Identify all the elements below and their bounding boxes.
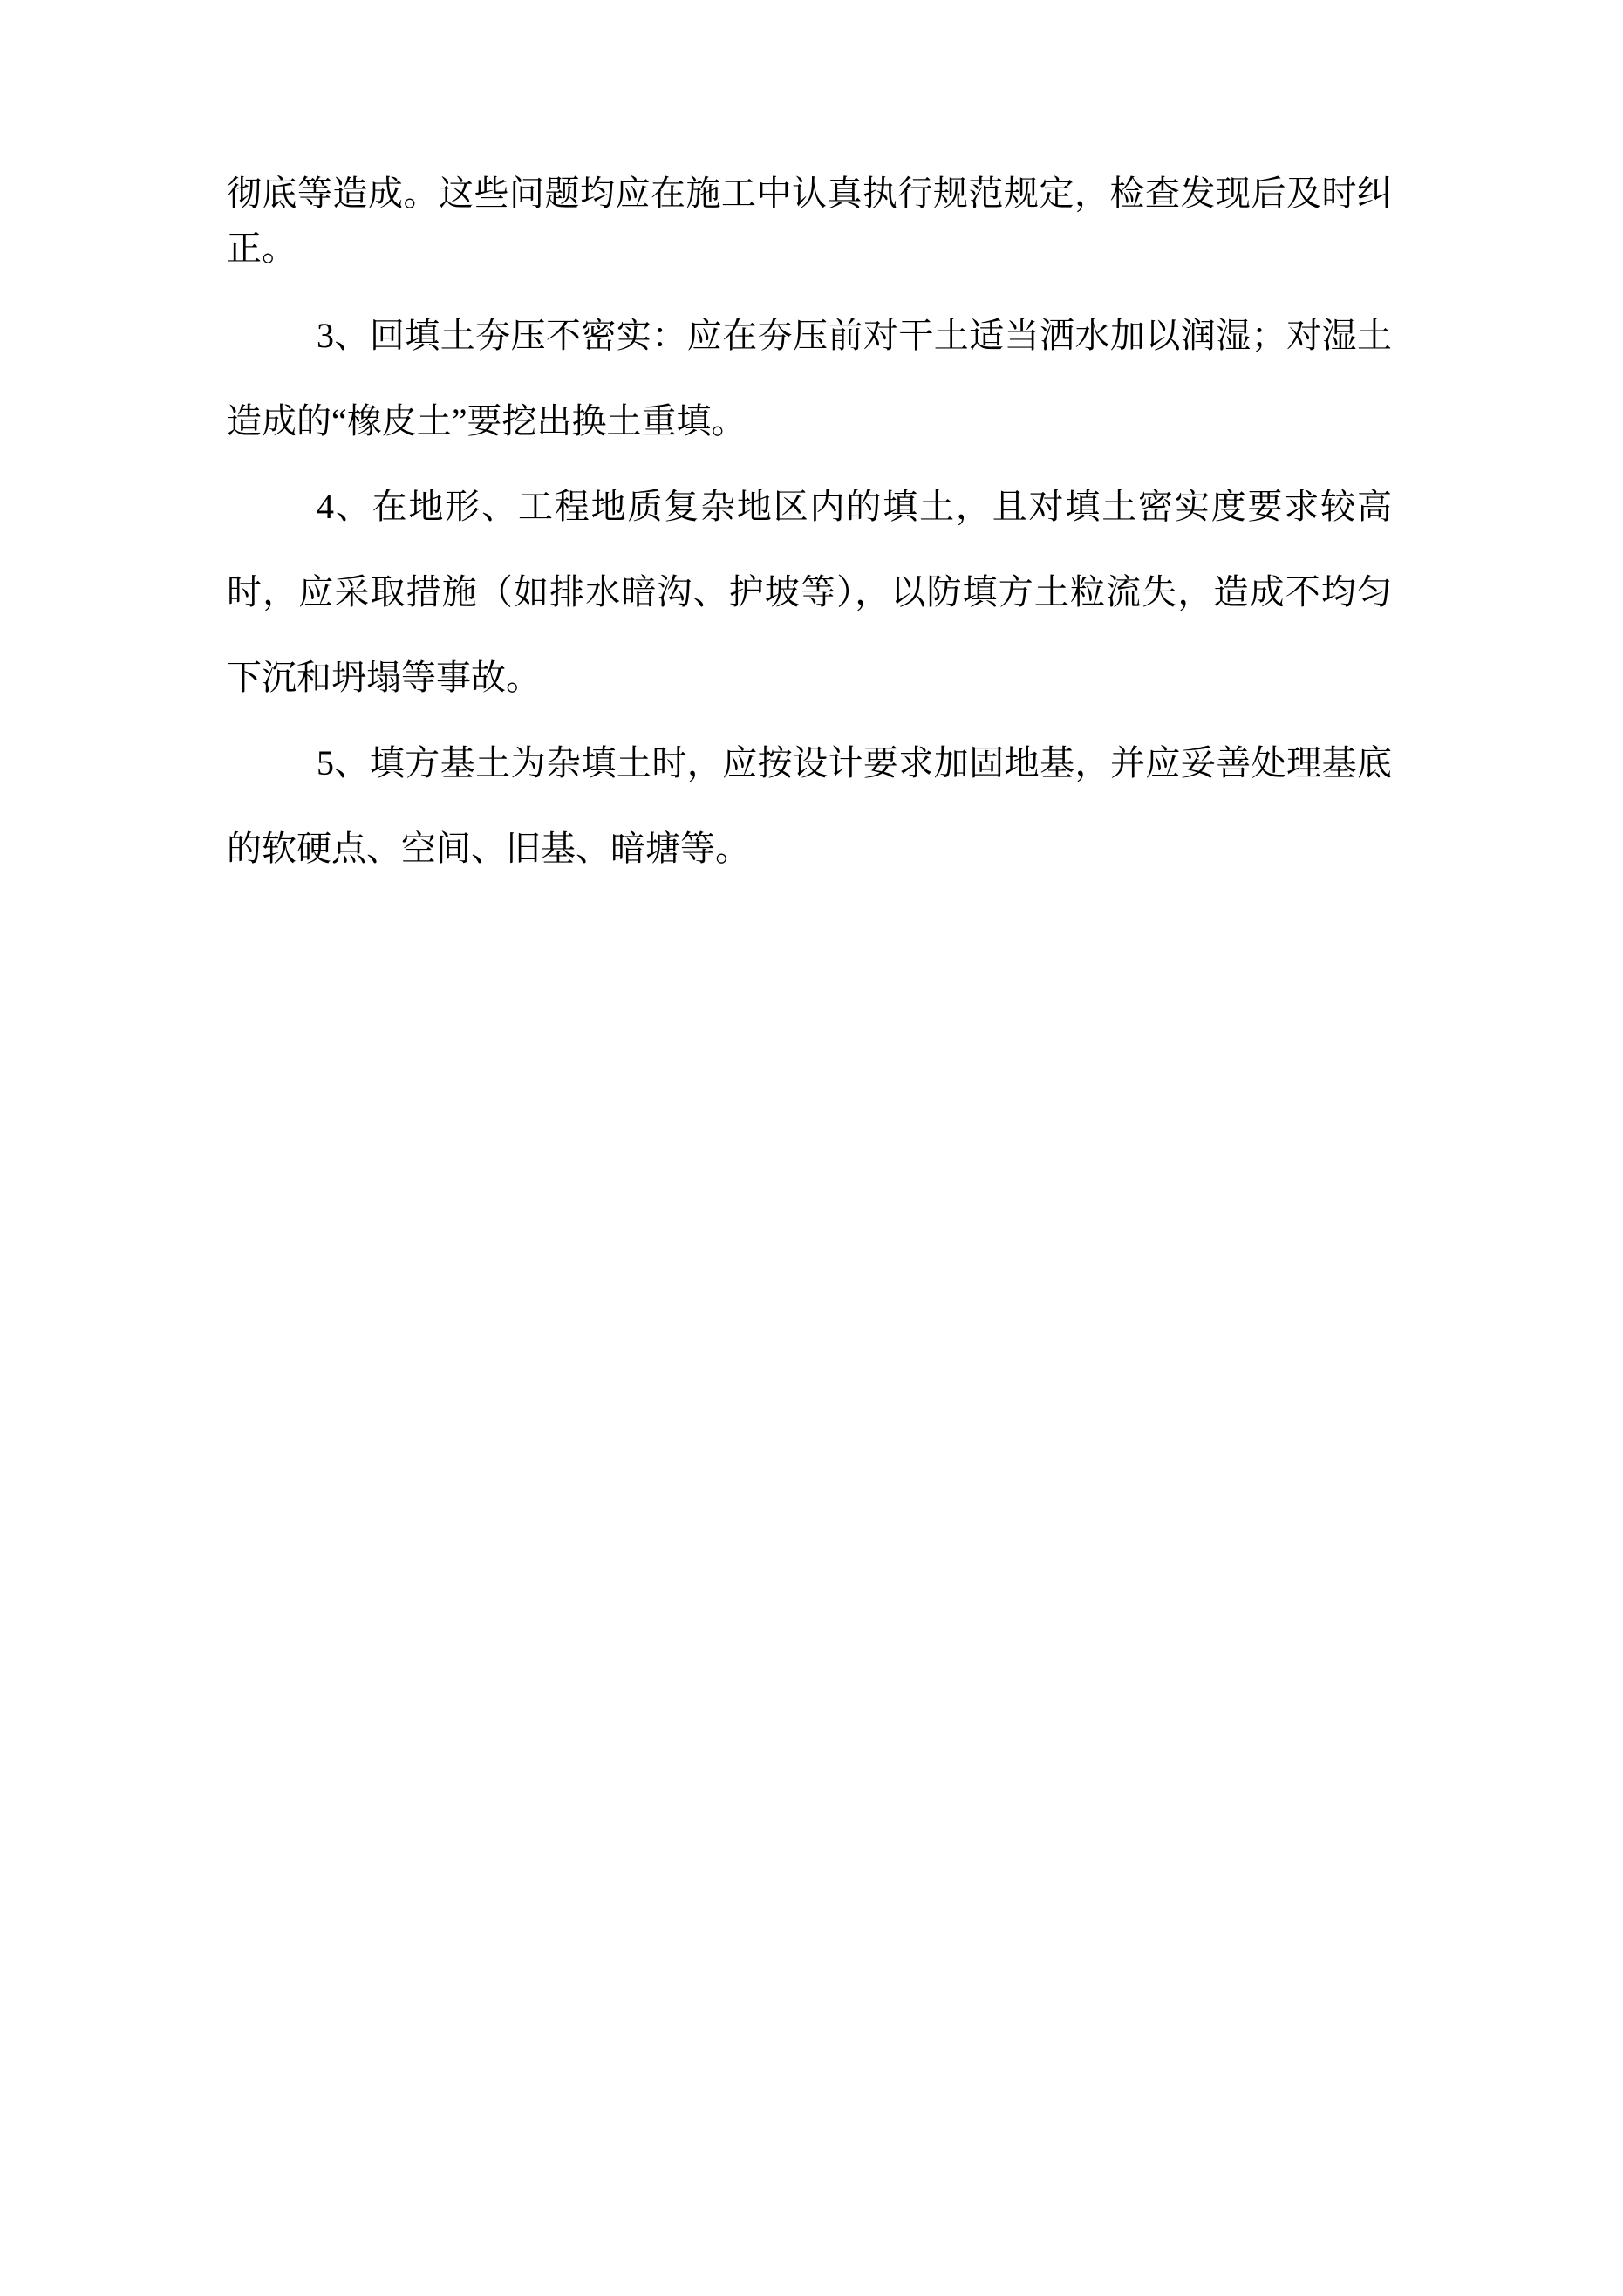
paragraph-item-4: 4、在地形、工程地质复杂地区内的填土，且对填土密实度要求较高时，应采取措施（如排水暗沟、护坡等），以防填方土粒流失，造成不均匀下沉和坍塌等事故。 bbox=[227, 487, 1392, 697]
paragraph-continuation: 彻底等造成。这些问题均应在施工中认真执行规范规定，检查发现后及时纠正。 bbox=[227, 174, 1392, 268]
paragraph-item-5: 5、填方基土为杂填土时，应按设计要求加固地基，并应妥善处理基底的软硬点、空间、旧基、暗塘等。 bbox=[227, 743, 1392, 868]
paragraph-item-3: 3、回填土夯压不密实：应在夯压前对干土适当洒水加以润湿；对湿土造成的“橡皮土”要挖出换土重填。 bbox=[227, 316, 1392, 441]
